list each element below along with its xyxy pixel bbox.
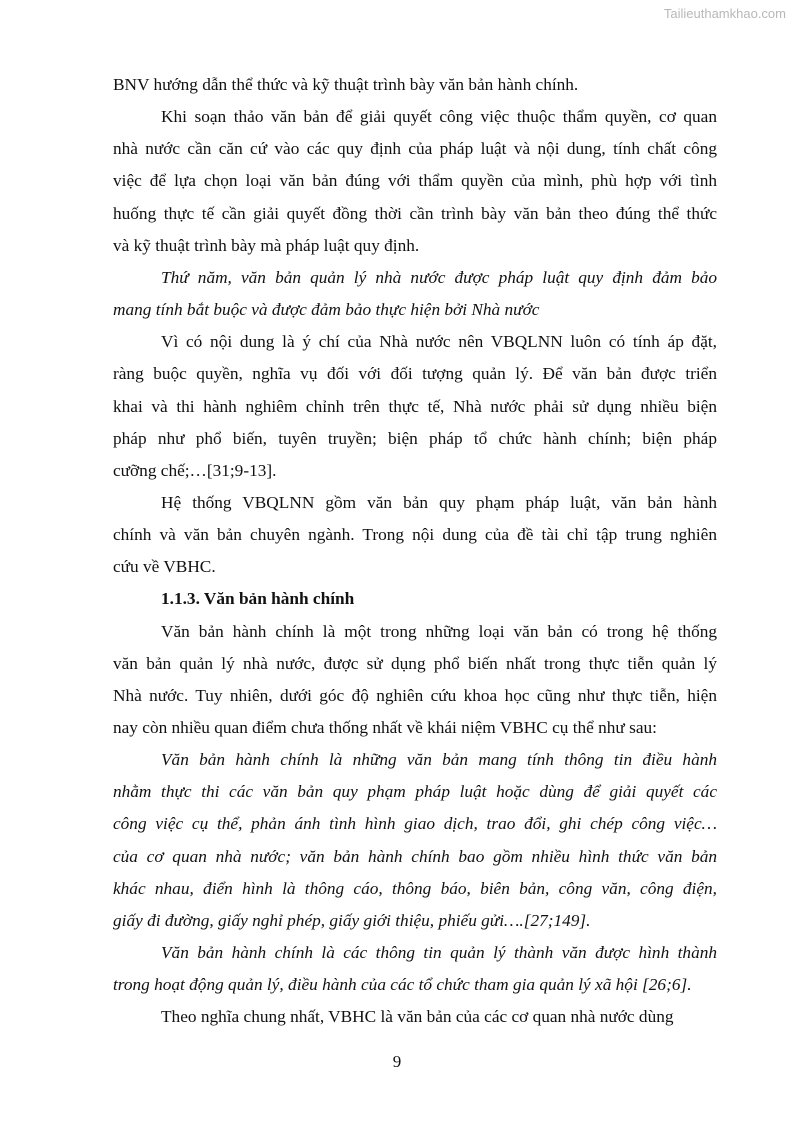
text-line: nhà nước cần căn cứ vào các quy định của pháp luật và nội dung, tính chất công <box>113 139 717 159</box>
text-line: huống thực tế cần giải quyết đồng thời cần trình bày văn bản theo đúng thể thức <box>113 203 717 223</box>
text-line: ràng buộc quyền, nghĩa vụ đối với đối tượng quản lý. Để văn bản được triển <box>113 364 717 384</box>
text-line: mang tính bắt buộc và được đảm bảo thực hiện bởi Nhà nước <box>113 300 540 320</box>
text-line: Vì có nội dung là ý chí của Nhà nước nên VBQLNN luôn có tính áp đặt, <box>161 332 717 352</box>
text-line: Thứ năm, văn bản quản lý nhà nước được pháp luật quy định đảm bảo <box>161 267 717 287</box>
text-line: khai và thi hành nghiêm chỉnh trên thực tế, Nhà nước phải sử dụng nhiều biện <box>113 396 717 416</box>
text-line: nhằm thực thi các văn bản quy phạm pháp luật hoặc dùng để giải quyết các <box>113 782 717 802</box>
text-line: Văn bản hành chính là những văn bản mang tính thông tin điều hành <box>161 750 717 770</box>
text-line: khác nhau, điển hình là thông cáo, thông báo, biên bản, công văn, công điện, <box>113 878 717 898</box>
text-line: cưỡng chế;…[31;9-13]. <box>113 460 277 480</box>
text-line: nay còn nhiều quan điểm chưa thống nhất về khái niệm VBHC cụ thể như sau: <box>113 718 657 737</box>
text-line: Nhà nước. Tuy nhiên, dưới góc độ nghiên cứu khoa học cũng như thực tiễn, hiện <box>113 685 717 705</box>
text-line: pháp như phổ biến, tuyên truyền; biện pháp tổ chức hành chính; biện pháp <box>113 428 717 448</box>
text-line: của cơ quan nhà nước; văn bản hành chính bao gồm nhiều hình thức văn bản <box>113 846 717 866</box>
text-line: công việc cụ thể, phản ánh tình hình giao dịch, trao đổi, ghi chép công việc… <box>113 814 717 834</box>
text-line: việc để lựa chọn loại văn bản đúng với thẩm quyền của mình, phù hợp với tình <box>113 171 717 191</box>
text-line: chính và văn bản chuyên ngành. Trong nội dung của đề tài chỉ tập trung nghiên <box>113 525 717 545</box>
text-line: Văn bản hành chính là các thông tin quản lý thành văn được hình thành <box>161 943 717 963</box>
text-line: Khi soạn thảo văn bản để giải quyết công việc thuộc thẩm quyền, cơ quan <box>161 107 717 127</box>
text-line: Theo nghĩa chung nhất, VBHC là văn bản của các cơ quan nhà nước dùng <box>161 1007 674 1027</box>
text-line: Văn bản hành chính là một trong những loại văn bản có trong hệ thống <box>161 621 717 641</box>
text-line: và kỹ thuật trình bày mà pháp luật quy định. <box>113 235 420 255</box>
text-line: văn bản quản lý nhà nước, được sử dụng phổ biến nhất trong thực tiễn quản lý <box>113 653 717 673</box>
watermark: Tailieuthamkhao.com <box>663 6 786 21</box>
text-line: trong hoạt động quản lý, điều hành của các tổ chức tham gia quản lý xã hội [26;6]. <box>113 975 692 995</box>
text-line: giấy đi đường, giấy nghỉ phép, giấy giới thiệu, phiếu gửi….[27;149]. <box>113 910 591 930</box>
text-line: 1.1.3. Văn bản hành chính <box>161 589 355 609</box>
text-line: cứu về VBHC. <box>113 557 216 577</box>
page-number: 9 <box>392 1052 402 1071</box>
text-line: BNV hướng dẫn thể thức và kỹ thuật trình bày văn bản hành chính. <box>113 75 579 94</box>
text-line: Hệ thống VBQLNN gồm văn bản quy phạm pháp luật, văn bản hành <box>161 492 717 512</box>
